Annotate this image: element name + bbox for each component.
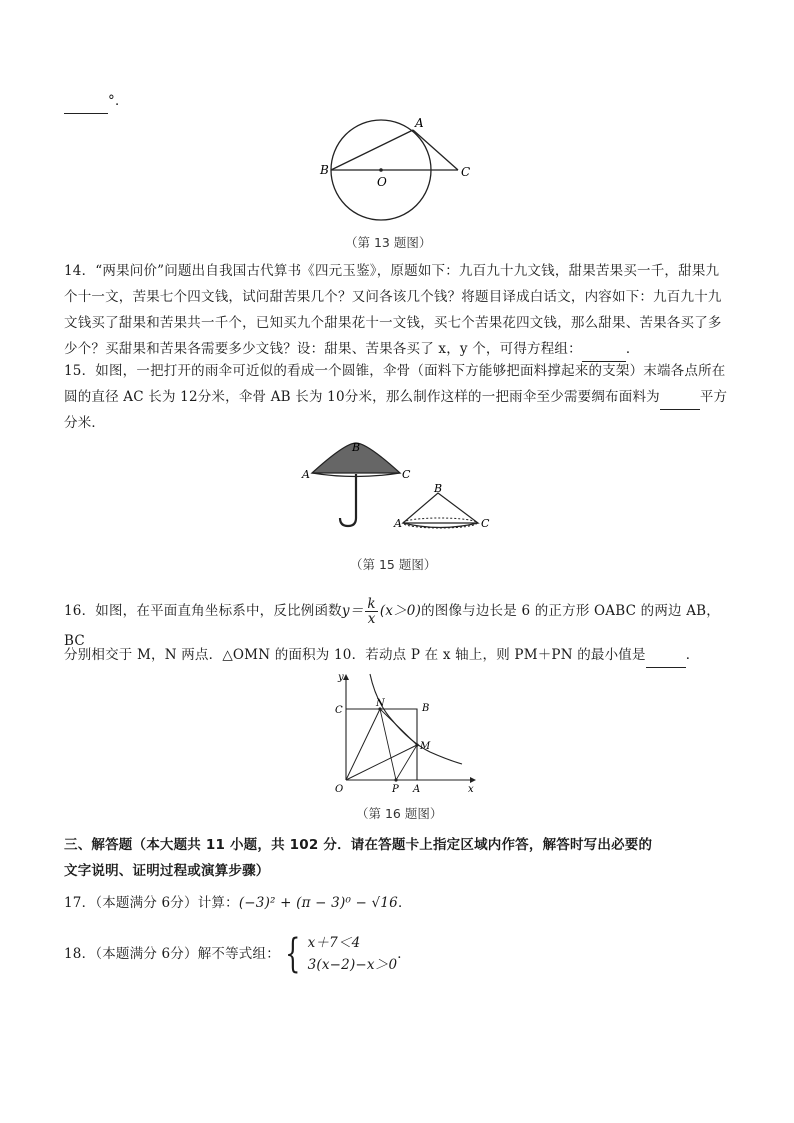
- cone: [403, 493, 478, 523]
- expression: (−3)² + (π − 3)⁰ − √16: [238, 895, 398, 911]
- figure-13: [318, 112, 488, 224]
- q13-answer-line: °．: [64, 88, 732, 114]
- label-c: C: [461, 165, 471, 179]
- figure-16: [330, 672, 480, 800]
- label-p: P: [392, 784, 399, 795]
- cone-label-b: B: [434, 482, 443, 495]
- line-ac: [413, 130, 458, 170]
- figure-16-caption: （第 16 题图）: [356, 806, 443, 821]
- figure-15-caption: （第 15 题图）: [350, 557, 437, 572]
- label-y: y: [338, 672, 344, 683]
- label-b: B: [422, 703, 430, 714]
- fraction-k-over-x: $\frac{k}{x}$: [367, 596, 376, 627]
- square-oabc: [346, 709, 417, 780]
- question-16-line2: 分别相交于 M，N 两点．△OMN 的面积为 10．若动点 P 在 x 轴上，则 PM＋PN 的最小值是 ．: [64, 642, 732, 668]
- answer-blank[interactable]: [646, 649, 686, 668]
- answer-blank[interactable]: [660, 391, 700, 410]
- question-14: 14．“两果问价”问题出自我国古代算书《四元玉鉴》，原题如下：九百九十九文钱，甜果苦果买一千，甜果九个十一文，苦果七个四文钱，试问甜苦果几个？又问各该几个钱？将题目译成白话文，内容如下：九百九十九文钱买了甜果和苦果共一千个，已知买九个甜果花十一文钱，买七个苦果花四文钱，那么甜果、苦果各买了多少个？买甜果和苦果各需要多少文钱？设：甜果、苦果各买了 x，y 个，可得方程组： ．: [64, 258, 732, 362]
- label-o: O: [335, 784, 344, 795]
- question-17: 17．（本题满分 6分）计算：(−3)² + (π − 3)⁰ − √16．: [64, 895, 412, 911]
- label-b: B: [352, 441, 361, 454]
- answer-blank[interactable]: [64, 95, 108, 114]
- label-a: A: [302, 468, 310, 481]
- label-x: x: [468, 784, 474, 795]
- label-m: M: [420, 741, 431, 752]
- label-c: C: [335, 705, 343, 716]
- figure-13-caption: （第 13 题图）: [345, 235, 432, 250]
- label-n: N: [376, 698, 385, 709]
- cone-label-a: A: [394, 517, 402, 530]
- cone-label-c: C: [481, 517, 490, 530]
- figure-15: [300, 440, 500, 540]
- label-o: O: [377, 175, 387, 189]
- label-b: B: [320, 163, 329, 177]
- center-dot: [379, 168, 383, 172]
- section-3-heading: 三、解答题（本大题共 11 小题，共 102 分．请在答题卡上指定区域内作答，解答时写出必要的 文字说明、证明过程或演算步骤）: [64, 837, 653, 879]
- question-18: 18．（本题满分 6分）解不等式组： { x＋7＜4 3(x−2)−x＞0 ．: [64, 931, 411, 977]
- question-15: 15．如图，一把打开的雨伞可近似的看成一个圆锥，伞骨（面料下方能够把面料撑起来的支架）末端各点所在圆的直径 AC 长为 12分米，伞骨 AB 长为 10分米，那么制作这样的一把雨伞至少需要绸布面料为 平方分米．: [64, 363, 728, 431]
- question-16: 16．如图，在平面直角坐标系中，反比例函数y＝ $\frac{k}{x}$ (x＞0)的图像与边长是 6 的正方形 OABC 的两边 AB，BC: [64, 596, 720, 649]
- hyperbola: [370, 674, 462, 764]
- inequality-system: { x＋7＜4 3(x−2)−x＞0: [285, 931, 398, 977]
- label-c: C: [402, 468, 411, 481]
- label-a: A: [415, 116, 424, 130]
- label-a: A: [413, 784, 421, 795]
- line-ba: [331, 130, 413, 170]
- umbrella-handle: [340, 474, 356, 526]
